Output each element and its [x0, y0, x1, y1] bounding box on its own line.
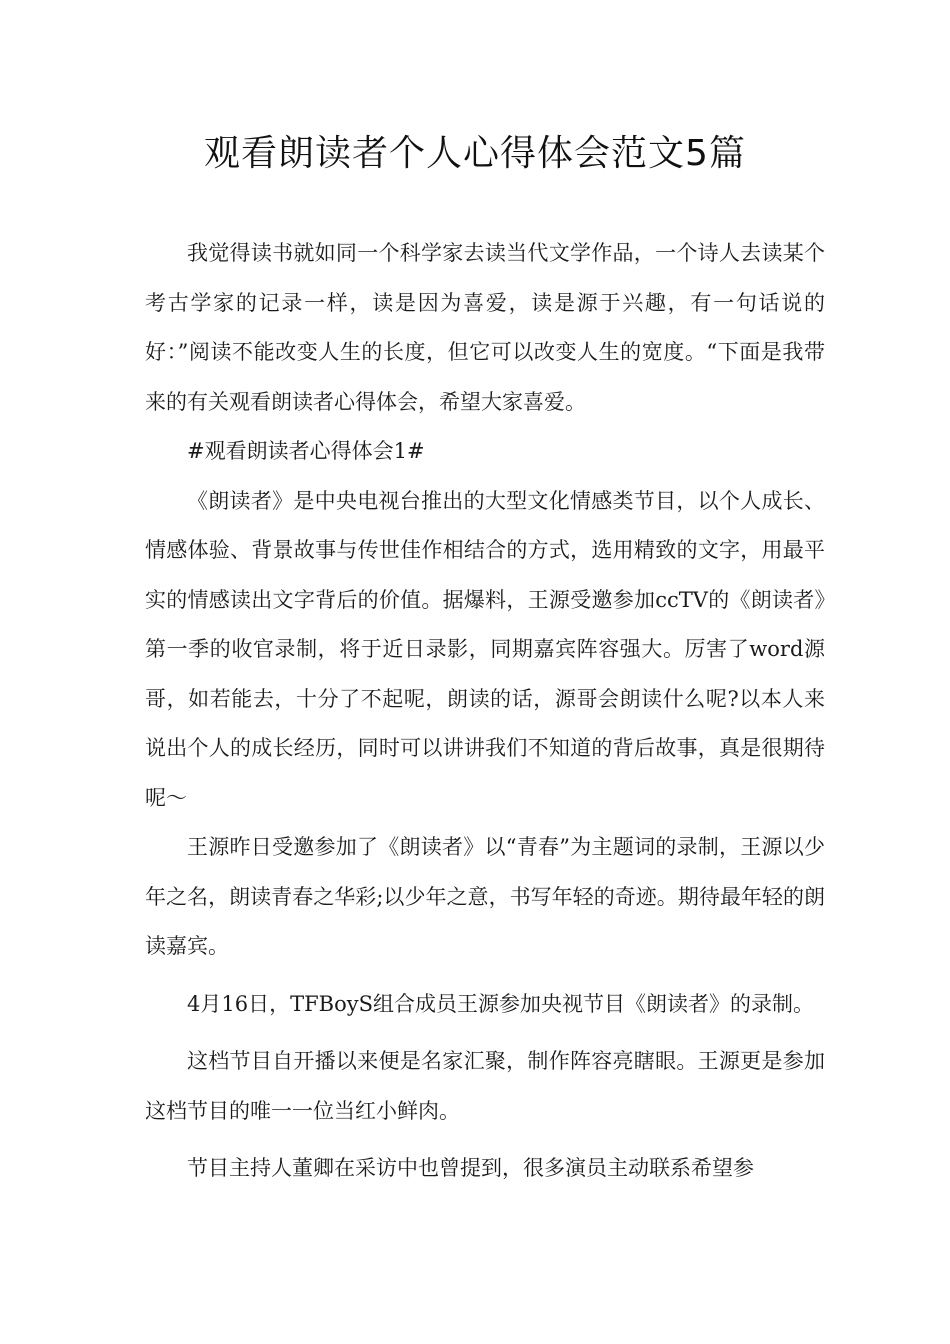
paragraph-april-16: 4月16日，TFBoyS组合成员王源参加央视节目《朗读者》的录制。 [187, 991, 814, 1016]
document-title: 观看朗读者个人心得体会范文5篇 [204, 133, 746, 174]
section-heading-1: #观看朗读者心得体会1# [187, 439, 425, 463]
paragraph-intro: 我觉得读书就如同一个科学家去读当代文学作品，一个诗人去读某个考古学家的记录一样，读是因为喜爱，读是源于兴趣，有一句话说的好：”阅读不能改变人生的长度，但它可以改变人生的宽度。“下面是我带来的有关观看朗读者心得体会，希望大家喜爱。 [145, 241, 825, 414]
document-body [145, 229, 825, 1194]
paragraph-lineup: 这档节目自开播以来便是名家汇聚，制作阵容亮瞎眼。王源更是参加这档节目的唯一一位当红小鲜肉。 [145, 1049, 825, 1123]
paragraph-host-interview: 节目主持人董卿在采访中也曾提到，很多演员主动联系希望参 [187, 1156, 754, 1180]
paragraph-youth-recording: 王源昨日受邀参加了《朗读者》以“青春”为主题词的录制，王源以少年之名，朗读青春之华彩;以少年之意，书写年轻的奇迹。期待最年轻的朗读嘉宾。 [145, 835, 825, 958]
paragraph-program-intro: 《朗读者》是中央电视台推出的大型文化情感类节目，以个人成长、情感体验、背景故事与传世佳作相结合的方式，选用精致的文字，用最平实的情感读出文字背后的价值。据爆料，王源受邀参加ccTV的《朗读者》第一季的收官录制，将于近日录影，同期嘉宾阵容强大。厉害了word源哥，如若能去，十分了不起呢，朗读的话，源哥会朗读什么呢?以本人来说出个人的成长经历，同时可以讲讲我们不知道的背后故事，真是很期待呢～ [145, 488, 825, 810]
